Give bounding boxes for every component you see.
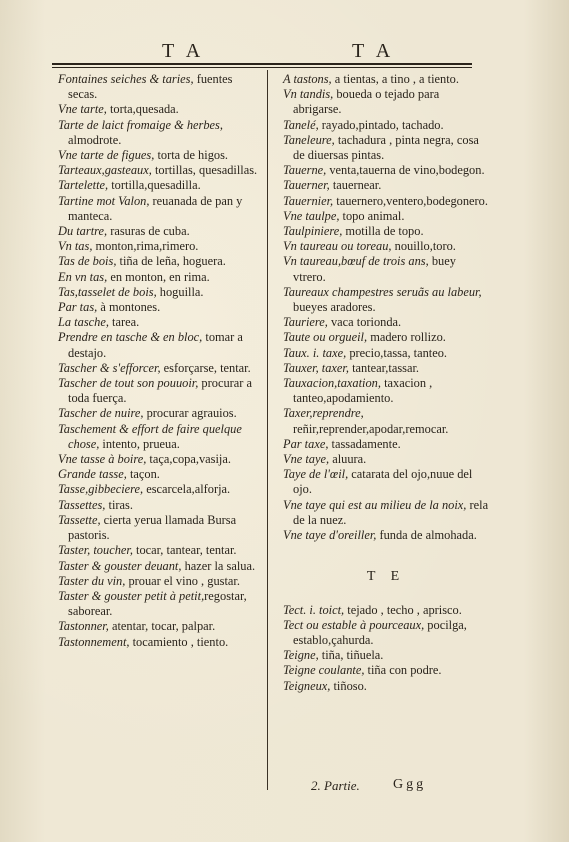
entry-headword: Vne tarte, (58, 102, 107, 117)
dictionary-entry (58, 102, 262, 117)
entry-translation: esforçarse, tentar. (160, 360, 251, 375)
entry-headword: Tauriere, (283, 315, 328, 330)
right-column-ta-entries (283, 72, 489, 543)
entry-translation: intento, prueua. (99, 436, 180, 451)
entry-headword: Taulpiniere, (283, 224, 343, 239)
entry-translation: tachadura , pinta negra, cosa de diuersas pintas. (293, 132, 479, 163)
dictionary-entry (283, 285, 489, 315)
entry-headword: La tasche, (58, 315, 109, 330)
dictionary-entry (58, 406, 262, 421)
entry-headword: Tarteaux,gasteaux, (58, 163, 152, 178)
entry-translation: à montones. (97, 300, 161, 315)
entry-translation: rela de la nuez. (293, 497, 489, 527)
entry-translation: escarcela,alforja. (143, 482, 231, 497)
dictionary-entry (58, 224, 262, 239)
header-left: T A (162, 40, 205, 62)
entry-translation: tassadamente. (328, 436, 401, 451)
dictionary-entry (58, 254, 262, 269)
entry-translation: tiña con podre. (364, 663, 442, 678)
dictionary-entry (58, 513, 262, 543)
entry-translation: catarata del ojo,nuue del ojo. (293, 467, 473, 497)
entry-headword: A tastons, (283, 72, 332, 86)
dictionary-entry (58, 543, 262, 558)
entry-translation: tauernero,ventero,bodegonero. (333, 193, 488, 208)
signature-mark: Ggg (393, 777, 427, 792)
entry-translation: boueda o tejado para abrigarse. (293, 87, 440, 117)
entry-translation: procurar a toda fuerça. (68, 376, 252, 406)
entry-translation: prouar el vino , gustar. (125, 573, 240, 588)
entry-headword: Tassette, (58, 512, 101, 527)
entry-headword: Tastonner, (58, 619, 109, 634)
entry-translation: a tientas, a tino , a tiento. (331, 72, 459, 86)
entry-headword: En vn tas, (58, 269, 108, 284)
entry-translation: tomar a destajo. (68, 330, 243, 360)
dictionary-entry (283, 528, 489, 543)
entry-headword: Grande tasse, (58, 467, 127, 482)
entry-headword: Taster, toucher, (58, 543, 133, 558)
entry-translation: taçon. (126, 467, 160, 482)
entry-translation: precio,tassa, tanteo. (346, 345, 448, 360)
entry-headword: Tasse,gibbeciere, (58, 482, 144, 497)
dictionary-entry (58, 635, 262, 650)
entry-headword: Taneleure, (283, 132, 335, 147)
entry-headword: Vn taureau ou toreau, (283, 239, 392, 254)
entry-translation: tocamiento , tiento. (129, 634, 229, 649)
entry-translation: tiña de leña, hoguera. (116, 254, 226, 269)
entry-headword: Vne taye d'oreiller, (283, 528, 377, 543)
entry-headword: Tas,tasselet de bois, (58, 284, 157, 299)
entry-headword: Tect. i. toict, (283, 602, 345, 617)
page-footer (311, 778, 461, 794)
entry-translation: tiñoso. (330, 678, 367, 693)
dictionary-entry (58, 118, 262, 148)
entry-translation: rasuras de cuba. (107, 224, 190, 239)
entry-translation: reuanada de pan y manteca. (68, 193, 243, 223)
entry-headword: Taux. i. taxe, (283, 345, 347, 360)
entry-translation: madero rollizo. (367, 330, 446, 345)
dictionary-entry (283, 603, 489, 618)
entry-headword: Tartelette, (58, 178, 109, 193)
dictionary-entry (58, 72, 262, 102)
entry-headword: Teigneux, (283, 678, 331, 693)
entry-translation: pocilga, establo,çahurda. (293, 617, 467, 647)
entry-translation: procurar agrauios. (143, 406, 237, 421)
entry-headword: Tanelé, (283, 117, 319, 132)
column-divider (267, 70, 268, 790)
entry-translation: nouillo,toro. (391, 239, 456, 254)
entry-headword: Prendre en tasche & en bloc, (58, 330, 203, 345)
entry-translation: vaca torionda. (327, 315, 402, 330)
entry-headword: Vne taye, (283, 452, 330, 467)
entry-headword: Vn tas, (58, 239, 93, 254)
entry-translation: hoguilla. (156, 284, 204, 299)
dictionary-entry (283, 376, 489, 406)
entry-headword: Vn taureau,bœuf de trois ans, (283, 254, 429, 269)
dictionary-entry (283, 467, 489, 497)
entry-translation: en monton, en rima. (107, 269, 210, 284)
entry-headword: Tauxer, taxer, (283, 360, 349, 375)
dictionary-entry (283, 178, 489, 193)
dictionary-entry (58, 285, 262, 300)
entry-translation: reñir,reprender,apodar,remocar. (293, 421, 449, 436)
entry-headword: Vn tandis, (283, 87, 334, 102)
header-rule (52, 63, 472, 65)
dictionary-entry (58, 498, 262, 513)
dictionary-entry (283, 209, 489, 224)
entry-translation: torta de higos. (154, 148, 229, 163)
entry-translation: regostar, saborear. (68, 588, 247, 619)
section-heading-te: T E (366, 569, 406, 585)
entry-translation: tantear,tassar. (348, 360, 419, 375)
entry-headword: Par taxe, (283, 436, 329, 451)
entry-translation: tiras. (105, 497, 133, 512)
entry-translation: aluura. (329, 452, 367, 467)
dictionary-entry (58, 452, 262, 467)
entry-headword: Teigne coulante, (283, 663, 365, 678)
header-rule-thin (52, 67, 472, 68)
entry-headword: Tauernier, (283, 193, 334, 208)
dictionary-entry (58, 178, 262, 193)
dictionary-entry (283, 346, 489, 361)
dictionary-entry (283, 498, 489, 528)
entry-headword: Fontaines seiches & taries, (58, 72, 194, 86)
dictionary-entry (283, 679, 489, 694)
dictionary-entry (283, 118, 489, 133)
dictionary-entry (283, 72, 489, 87)
part-label: 2. Partie. (311, 778, 360, 793)
dictionary-entry (58, 422, 262, 452)
entry-headword: Tastonnement, (58, 634, 130, 649)
dictionary-entry (58, 315, 262, 330)
dictionary-entry (58, 300, 262, 315)
entry-headword: Tect ou estable à pourceaux, (283, 617, 425, 632)
entry-translation: hazer la salua. (181, 558, 256, 573)
entry-translation: tarea. (108, 315, 140, 330)
entry-translation: fuentes secas. (68, 72, 233, 102)
dictionary-entry (283, 330, 489, 345)
dictionary-entry (283, 224, 489, 239)
entry-headword: Vne taye qui est au milieu de la noix, (283, 497, 467, 512)
dictionary-entry (283, 618, 489, 648)
entry-headword: Tarte de laict fromaige & herbes, (58, 117, 223, 132)
entry-headword: Tascher de nuire, (58, 406, 144, 421)
entry-headword: Du tartre, (58, 224, 108, 239)
dictionary-entry (283, 361, 489, 376)
entry-headword: Tauerner, (283, 178, 330, 193)
dictionary-entry (58, 559, 262, 574)
dictionary-entry (58, 482, 262, 497)
right-column-te-entries (283, 603, 489, 694)
dictionary-entry (58, 148, 262, 163)
entry-headword: Tassettes, (58, 497, 106, 512)
dictionary-entry (58, 376, 262, 406)
entry-headword: Taxer,reprendre, (283, 406, 364, 421)
dictionary-entry (58, 619, 262, 634)
dictionary-entry (283, 239, 489, 254)
dictionary-entry (58, 467, 262, 482)
entry-headword: Vne tasse à boire, (58, 452, 147, 467)
entry-translation: taça,copa,vasija. (146, 452, 231, 467)
entry-translation: almodrote. (68, 132, 122, 147)
entry-translation: atentar, tocar, palpar. (108, 619, 216, 634)
entry-headword: Taureaux champestres seruãs au labeur, (283, 284, 482, 299)
entry-translation: funda de almohada. (376, 528, 477, 543)
dictionary-entry (58, 589, 262, 619)
dictionary-entry (283, 133, 489, 163)
entry-translation: tortilla,quesadilla. (108, 178, 201, 193)
entry-headword: Taye de l'œil, (283, 467, 349, 482)
entry-translation: monton,rima,rimero. (92, 239, 199, 254)
entry-translation: tiña, tiñuela. (318, 648, 384, 663)
entry-headword: Vne tarte de figues, (58, 148, 155, 163)
entry-translation: topo animal. (339, 208, 405, 223)
dictionary-entry (58, 239, 262, 254)
entry-translation: tortillas, quesadillas. (151, 163, 258, 178)
entry-translation: torta,quesada. (106, 102, 179, 117)
entry-headword: Tauerne, (283, 163, 327, 178)
dictionary-entry (283, 648, 489, 663)
entry-headword: Taster du vin, (58, 573, 126, 588)
dictionary-entry (58, 163, 262, 178)
right-column (283, 72, 489, 694)
entry-headword: Par tas, (58, 300, 98, 315)
dictionary-entry (283, 437, 489, 452)
entry-headword: Taschement & effort de faire quelque chose, (58, 421, 242, 451)
dictionary-entry (58, 574, 262, 589)
dictionary-entry (283, 254, 489, 284)
entry-translation: venta,tauerna de vino,bodegon. (326, 163, 485, 178)
entry-translation: tauernear. (329, 178, 382, 193)
dictionary-entry (58, 330, 262, 360)
entry-headword: Teigne, (283, 648, 319, 663)
dictionary-entry (283, 163, 489, 178)
dictionary-entry (283, 87, 489, 117)
dictionary-entry (283, 194, 489, 209)
dictionary-entry (58, 270, 262, 285)
entry-headword: Tauxacion,taxation, (283, 376, 381, 391)
dictionary-entry (283, 452, 489, 467)
dictionary-entry (283, 315, 489, 330)
entry-headword: Tascher de tout son pouuoir, (58, 376, 199, 391)
entry-translation: cierta yerua llamada Bursa pastoris. (68, 512, 237, 543)
entry-headword: Tascher & s'efforcer, (58, 360, 161, 375)
header-right: T A (352, 40, 395, 62)
entry-headword: Taster & gouster deuant, (58, 558, 182, 573)
entry-headword: Taute ou orgueil, (283, 330, 368, 345)
entry-headword: Tartine mot Valon, (58, 193, 150, 208)
entry-headword: Tas de bois, (58, 254, 117, 269)
entry-headword: Vne taulpe, (283, 208, 340, 223)
entry-translation: taxacion , tanteo,apodamiento. (293, 376, 433, 406)
entry-translation: rayado,pintado, tachado. (318, 117, 444, 132)
dictionary-entry (283, 406, 489, 436)
dictionary-entry (58, 361, 262, 376)
entry-headword: Taster & gouster petit à petit, (58, 588, 205, 603)
entry-translation: tocar, tantear, tentar. (132, 543, 237, 558)
entry-translation: buey vtrero. (293, 254, 456, 284)
dictionary-entry (283, 663, 489, 678)
entry-translation: tejado , techo , aprisco. (344, 602, 462, 617)
left-column (58, 72, 262, 650)
entry-translation: bueyes aradores. (293, 300, 376, 315)
entry-translation: motilla de topo. (342, 224, 424, 239)
dictionary-entry (58, 194, 262, 224)
